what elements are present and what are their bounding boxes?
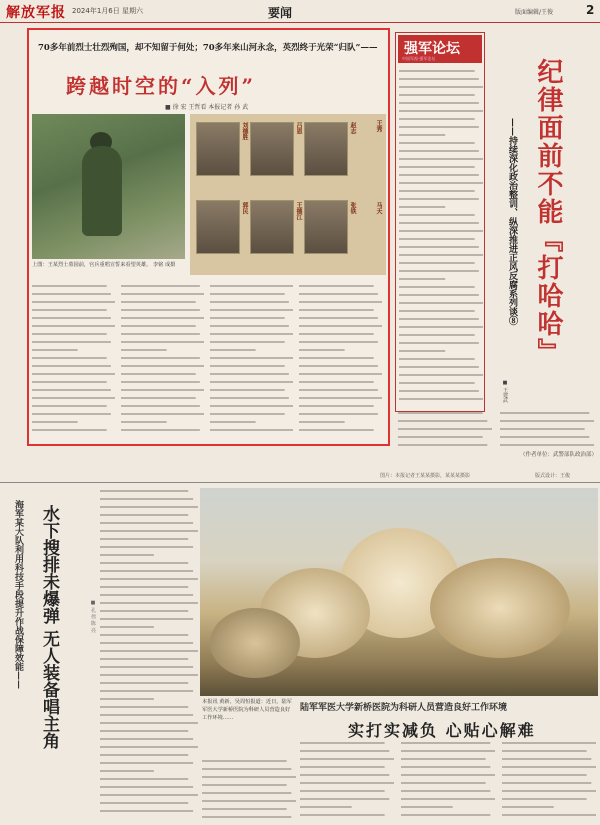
feature-body-text bbox=[32, 285, 387, 440]
photo-credit: 图片：本报记者王某某摄影，某某某摄影 bbox=[380, 473, 471, 479]
hero-name: 王秀 bbox=[375, 120, 382, 132]
commentary-subtitle: ——持续深化政治整训、纵深推进正风反腐系列谈⑧ bbox=[507, 118, 517, 325]
hero-name: 张铁 bbox=[349, 202, 356, 214]
hero-portrait bbox=[250, 200, 294, 254]
feature-body-text-top bbox=[190, 278, 386, 288]
navy-article-body bbox=[100, 490, 198, 820]
hero-portrait bbox=[304, 122, 348, 176]
commentary-logo-sub: 中国军视·强军论坛 bbox=[402, 56, 436, 61]
army-photo-caption: 本报讯 黄新、吴周恒报道：近日，陆军军医大学新桥医院为科研人员营造良好工作环境…… bbox=[202, 699, 292, 721]
army-caption-continued bbox=[202, 760, 296, 822]
hero-name: 刘德胜 bbox=[241, 122, 248, 140]
hero-portrait bbox=[304, 200, 348, 254]
commentary-title: 纪律面前不能『打哈哈』 bbox=[533, 58, 563, 366]
commentary-body-text bbox=[399, 70, 483, 408]
commentary-signature: （作者单位：武警部队政治部） bbox=[520, 452, 598, 458]
newspaper-logo: 解放军报 bbox=[6, 5, 66, 21]
army-article-body bbox=[300, 742, 596, 822]
soldier-photo-caption: 上图：王某烈士墓园前，官兵重唱宣誓来看望英雄。 李铭 成摄 bbox=[32, 262, 176, 268]
issue-date: 2024年1月6日 星期六 bbox=[72, 7, 143, 15]
navy-article-title: 水下搜排未爆弹 无人装备唱主角 bbox=[39, 505, 59, 749]
feature-kicker: 70多年前烈士壮烈殉国，却不知留于何处；70多年来山河永念，英烈终于光荣“归队”—— bbox=[38, 43, 378, 53]
hero-name: 郭民 bbox=[241, 202, 248, 214]
navy-article-byline: ■ 孔 伟 陈 亮 bbox=[90, 600, 96, 633]
page-editor: 版面编辑/王俊 bbox=[515, 9, 554, 16]
heroes-portrait-panel bbox=[190, 114, 386, 275]
hero-name: 马天 bbox=[375, 202, 382, 214]
hero-name: 吕恩 bbox=[295, 122, 302, 134]
feature-byline: ■ 徐 宏 王哲看 本报记者 孙 武 bbox=[165, 104, 249, 111]
navy-article-kicker: 海军某大队利用科技手段提升作战保障效能—— bbox=[13, 500, 23, 689]
page-number: 2 bbox=[586, 3, 595, 17]
hero-name: 王德江 bbox=[295, 202, 302, 220]
hero-portrait bbox=[196, 122, 240, 176]
live-fire-explosion-photo bbox=[200, 488, 598, 696]
section-title: 要闻 bbox=[268, 6, 293, 20]
hero-portrait bbox=[196, 200, 240, 254]
commentary-author: ■ 王建武 bbox=[502, 380, 508, 403]
commentary-body-text-lower bbox=[398, 412, 598, 452]
commentary-logo: 强军论坛 bbox=[404, 41, 460, 57]
hero-name: 赵志 bbox=[349, 122, 356, 134]
hero-portrait bbox=[250, 122, 294, 176]
soldier-body-shape bbox=[82, 146, 122, 236]
layout-credit: 版式设计：王俊 bbox=[535, 473, 571, 479]
section-divider bbox=[0, 482, 600, 483]
army-article-kicker: 陆军军医大学新桥医院为科研人员营造良好工作环境 bbox=[300, 703, 508, 713]
feature-headline: 跨越时空的“入列” bbox=[66, 74, 257, 98]
army-article-title: 实打实减负 心贴心解难 bbox=[348, 721, 536, 740]
